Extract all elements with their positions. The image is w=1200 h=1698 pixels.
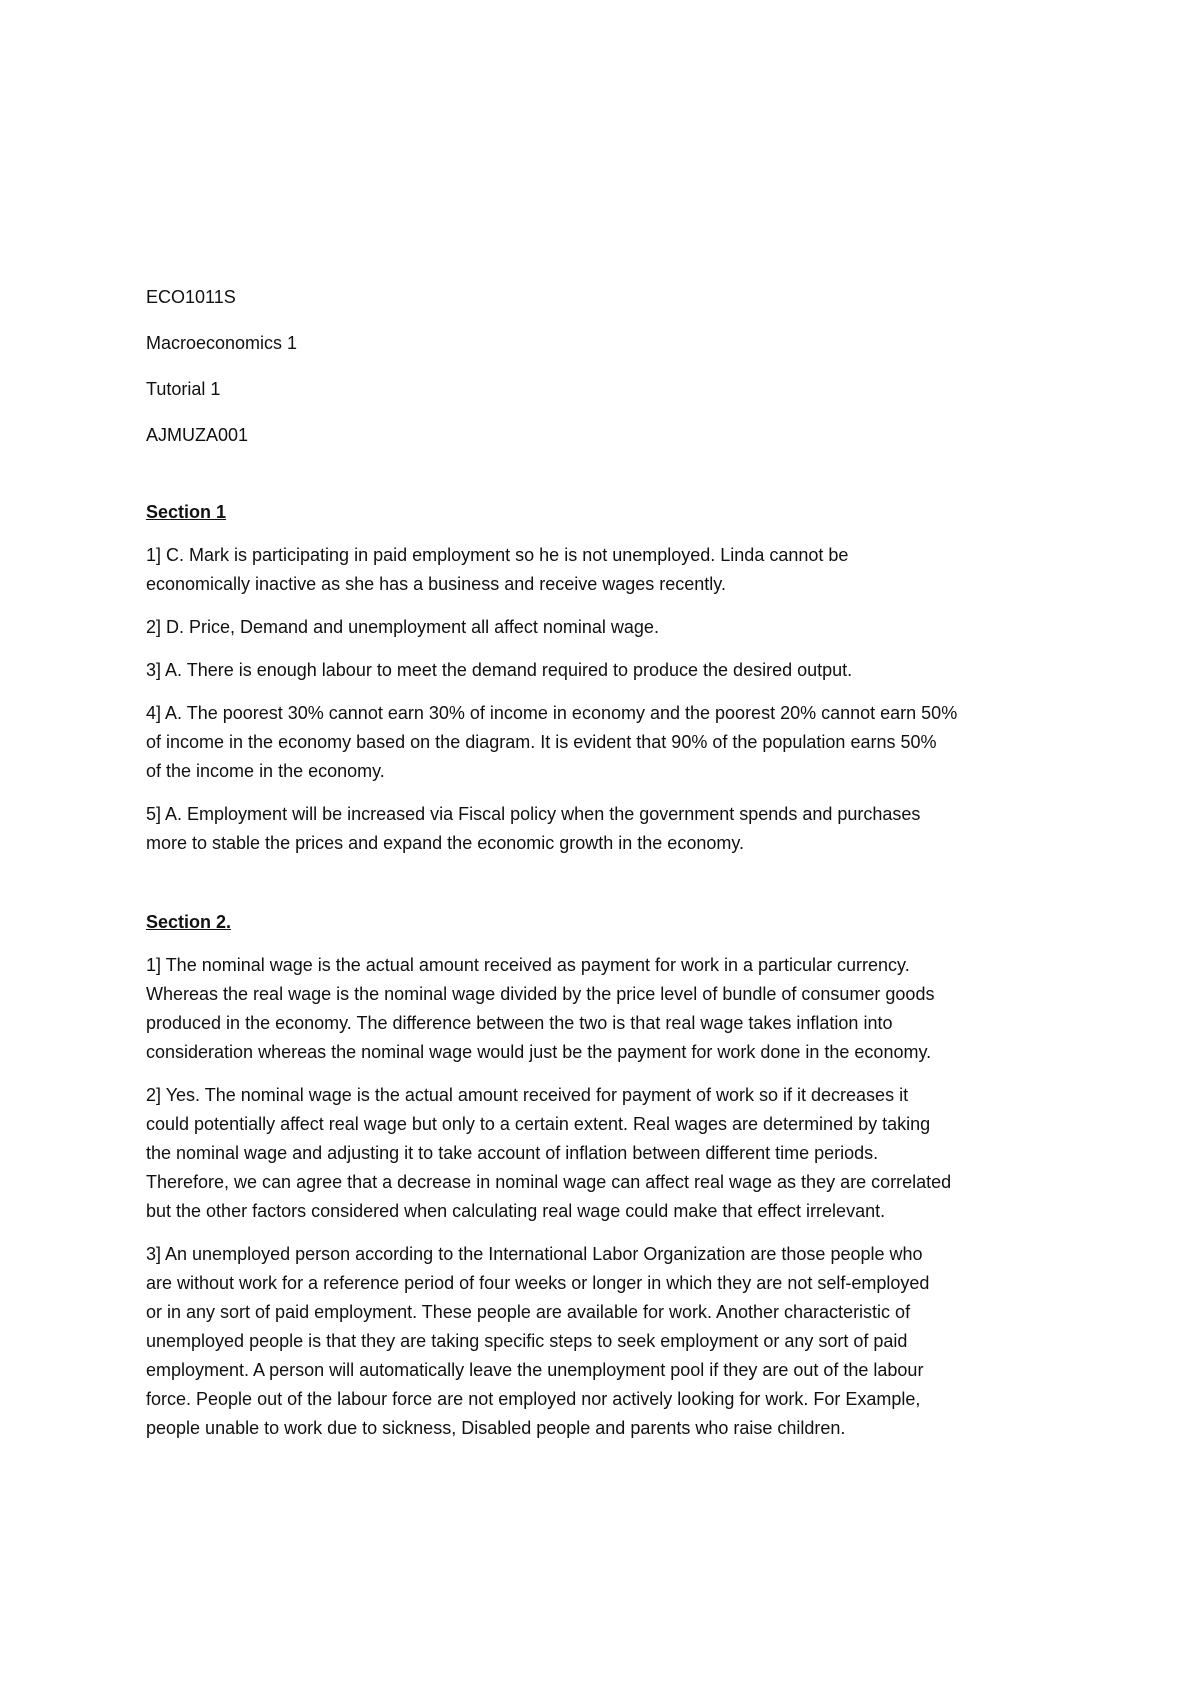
student-id: AJMUZA001 <box>146 425 249 445</box>
answer-line: consideration whereas the nominal wage would just be the payment for work done in the economy. <box>146 1042 932 1062</box>
document-content <box>146 283 1066 1457</box>
section-2-answers <box>146 951 1066 1443</box>
answer-line: of the income in the economy. <box>146 761 385 781</box>
section-2-title: Section 2. <box>146 912 232 932</box>
section-1-answer-5 <box>146 800 1066 858</box>
answer-line: more to stable the prices and expand the economic growth in the economy. <box>146 833 745 853</box>
answer-line: but the other factors considered when calculating real wage could make that effect irrelevant. <box>146 1201 886 1221</box>
answer-line: unemployed people is that they are taking specific steps to seek employment or any sort of paid <box>146 1331 908 1351</box>
answer-line: the nominal wage and adjusting it to take account of inflation between different time periods. <box>146 1143 879 1163</box>
answer-line: 2] D. Price, Demand and unemployment all affect nominal wage. <box>146 617 659 637</box>
answer-line: 2] Yes. The nominal wage is the actual amount received for payment of work so if it decreases it <box>146 1085 909 1105</box>
answer-line: Whereas the real wage is the nominal wage divided by the price level of bundle of consumer goods <box>146 984 935 1004</box>
tutorial-label: Tutorial 1 <box>146 379 221 399</box>
answer-line: 4] A. The poorest 30% cannot earn 30% of income in economy and the poorest 20% cannot earn 50% <box>146 703 958 723</box>
answer-line: employment. A person will automatically leave the unemployment pool if they are out of the labour <box>146 1360 924 1380</box>
answer-line: 1] C. Mark is participating in paid employment so he is not unemployed. Linda cannot be <box>146 545 849 565</box>
section-2-answer-3 <box>146 1240 1066 1443</box>
course-code: ECO1011S <box>146 287 236 307</box>
answer-line: or in any sort of paid employment. These people are available for work. Another characteristic of <box>146 1302 911 1322</box>
section-1-answer-2 <box>146 613 1066 642</box>
answer-line: 5] A. Employment will be increased via Fiscal policy when the government spends and purchases <box>146 804 921 824</box>
answer-line: could potentially affect real wage but only to a certain extent. Real wages are determined by taking <box>146 1114 931 1134</box>
course-name: Macroeconomics 1 <box>146 333 298 353</box>
section-2-answer-1 <box>146 951 1066 1067</box>
answer-line: are without work for a reference period of four weeks or longer in which they are not self-employed <box>146 1273 930 1293</box>
section-1-answers <box>146 541 1066 858</box>
section-1-answer-1 <box>146 541 1066 599</box>
answer-line: economically inactive as she has a business and receive wages recently. <box>146 574 726 594</box>
answer-line: 3] An unemployed person according to the International Labor Organization are those people who <box>146 1244 923 1264</box>
section-1-answer-3 <box>146 656 1066 685</box>
section-2-answer-2 <box>146 1081 1066 1226</box>
answer-line: 3] A. There is enough labour to meet the demand required to produce the desired output. <box>146 660 853 680</box>
section-1-answer-4 <box>146 699 1066 786</box>
answer-line: of income in the economy based on the diagram. It is evident that 90% of the population earns 50% <box>146 732 937 752</box>
answer-line: 1] The nominal wage is the actual amount received as payment for work in a particular currency. <box>146 955 910 975</box>
answer-line: people unable to work due to sickness, Disabled people and parents who raise children. <box>146 1418 846 1438</box>
answer-line: produced in the economy. The difference between the two is that real wage takes inflation into <box>146 1013 893 1033</box>
answer-line: Therefore, we can agree that a decrease in nominal wage can affect real wage as they are correlated <box>146 1172 952 1192</box>
section-1-title: Section 1 <box>146 502 227 522</box>
answer-line: force. People out of the labour force are not employed nor actively looking for work. For Example, <box>146 1389 921 1409</box>
